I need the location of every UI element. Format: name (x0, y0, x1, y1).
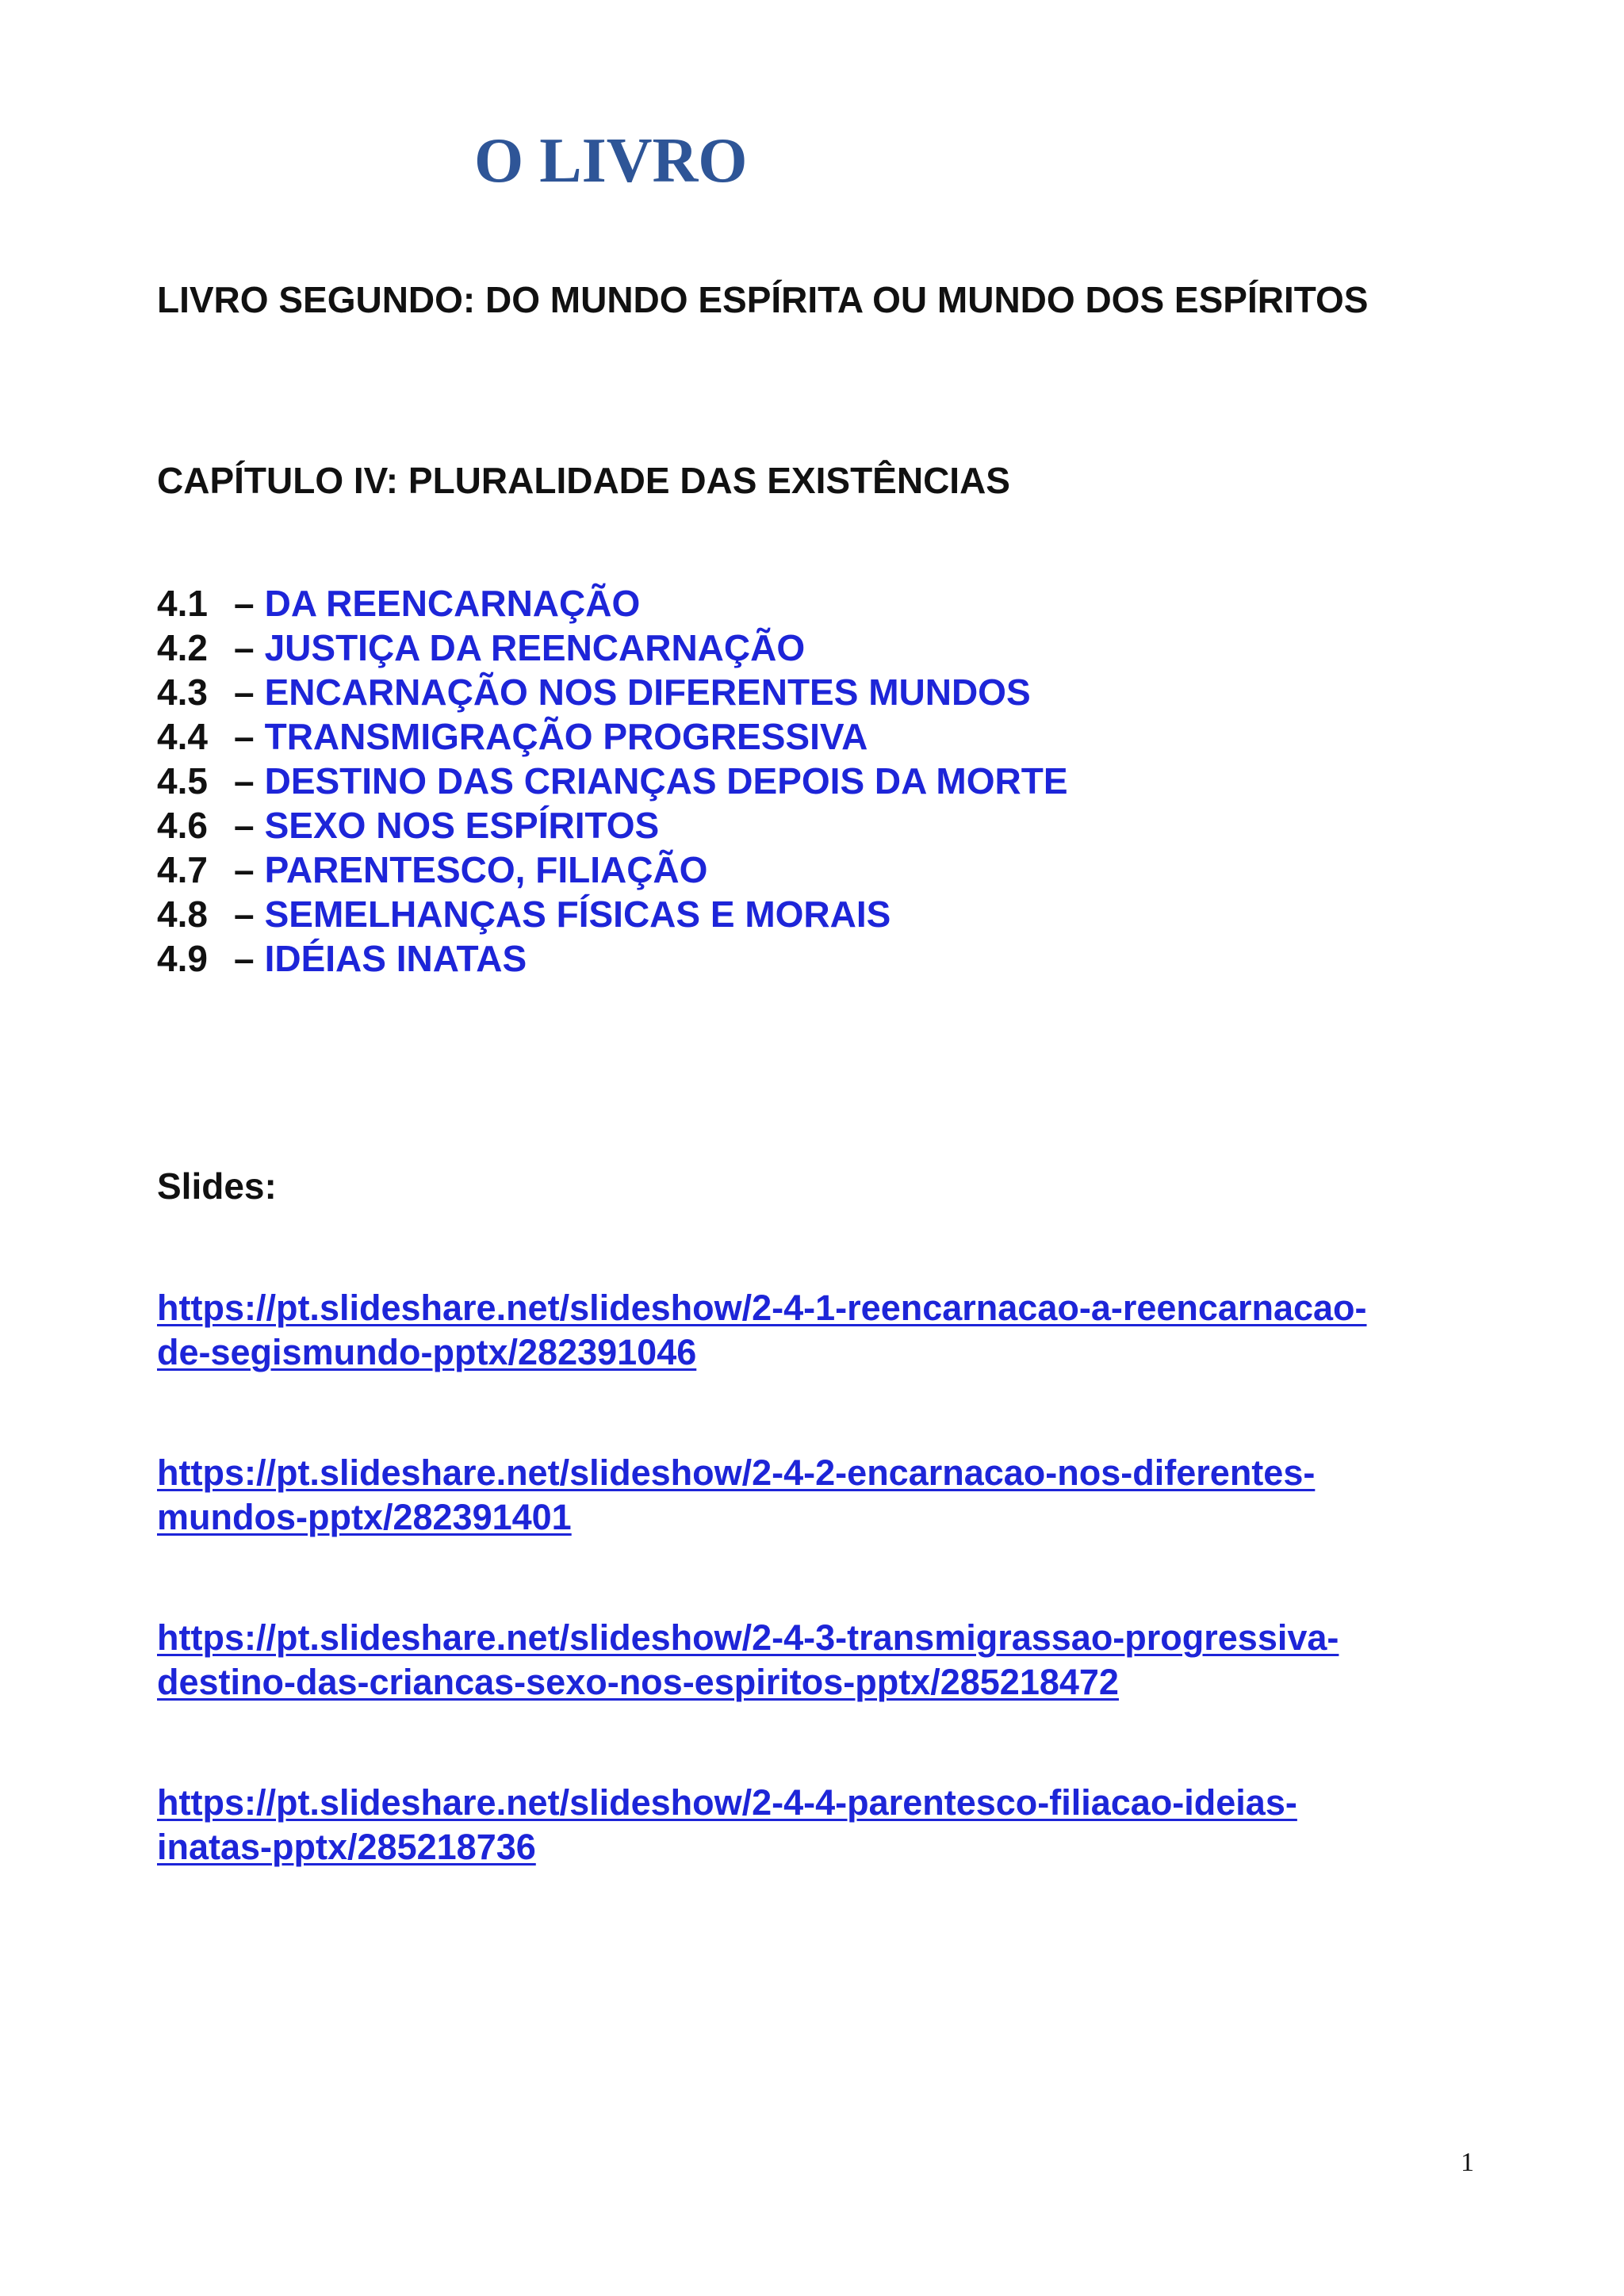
toc-dash: – (234, 583, 255, 624)
slide-link-line[interactable]: https://pt.slideshare.net/slideshow/2-4-4-parentesco-filiacao-ideias- (157, 1782, 1297, 1823)
toc-dash: – (234, 760, 255, 802)
toc-link[interactable]: SEXO NOS ESPÍRITOS (264, 805, 660, 846)
toc-item[interactable] (157, 714, 1068, 759)
slide-link-2[interactable] (157, 1451, 1315, 1540)
toc-number: 4.8 (157, 894, 208, 935)
toc-link[interactable]: SEMELHANÇAS FÍSICAS E MORAIS (264, 894, 891, 935)
toc-dash: – (234, 894, 255, 935)
toc-item[interactable] (157, 892, 1068, 936)
slide-link-line[interactable]: mundos-pptx/282391401 (157, 1497, 572, 1537)
toc-number: 4.7 (157, 849, 208, 890)
toc-link[interactable]: IDÉIAS INATAS (264, 938, 527, 979)
chapter-heading: CAPÍTULO IV: PLURALIDADE DAS EXISTÊNCIAS (157, 460, 1010, 501)
toc-link[interactable]: PARENTESCO, FILIAÇÃO (264, 849, 708, 890)
slide-link-3[interactable] (157, 1616, 1339, 1705)
toc-number: 4.9 (157, 938, 208, 979)
toc-item[interactable] (157, 759, 1068, 803)
slide-link-line[interactable]: https://pt.slideshare.net/slideshow/2-4-2-encarnacao-nos-diferentes- (157, 1452, 1316, 1493)
slide-link-line[interactable]: inatas-pptx/285218736 (157, 1827, 536, 1867)
slide-link-1[interactable] (157, 1286, 1367, 1375)
toc-dash: – (234, 627, 255, 668)
toc-item[interactable] (157, 803, 1068, 848)
slide-link-line[interactable]: destino-das-criancas-sexo-nos-espiritos-pptx/285218472 (157, 1662, 1119, 1702)
book-heading: LIVRO SEGUNDO: DO MUNDO ESPÍRITA OU MUNDO DOS ESPÍRITOS (157, 279, 1369, 320)
toc-dash: – (234, 805, 255, 846)
toc-link[interactable]: JUSTIÇA DA REENCARNAÇÃO (264, 627, 806, 668)
page-number: 1 (1461, 2148, 1474, 2177)
toc-link[interactable]: DESTINO DAS CRIANÇAS DEPOIS DA MORTE (264, 760, 1068, 802)
toc-dash: – (234, 672, 255, 713)
slide-link-line[interactable]: https://pt.slideshare.net/slideshow/2-4-3-transmigrassao-progressiva- (157, 1617, 1339, 1658)
toc-item[interactable] (157, 670, 1068, 714)
slides-label: Slides: (157, 1165, 277, 1207)
toc-link[interactable]: TRANSMIGRAÇÃO PROGRESSIVA (264, 716, 868, 757)
toc-item[interactable] (157, 581, 1068, 626)
toc-number: 4.4 (157, 716, 208, 757)
toc-dash: – (234, 716, 255, 757)
slide-link-line[interactable]: https://pt.slideshare.net/slideshow/2-4-1-reencarnacao-a-reencarnacao- (157, 1288, 1367, 1328)
table-of-contents (157, 581, 1068, 981)
toc-dash: – (234, 938, 255, 979)
toc-link[interactable]: DA REENCARNAÇÃO (264, 583, 641, 624)
toc-link[interactable]: ENCARNAÇÃO NOS DIFERENTES MUNDOS (264, 672, 1031, 713)
toc-number: 4.6 (157, 805, 208, 846)
toc-item[interactable] (157, 848, 1068, 892)
toc-item[interactable] (157, 626, 1068, 670)
toc-number: 4.3 (157, 672, 208, 713)
toc-number: 4.1 (157, 583, 208, 624)
page-title: O LIVRO (474, 126, 748, 196)
toc-dash: – (234, 849, 255, 890)
toc-item[interactable] (157, 936, 1068, 981)
toc-number: 4.5 (157, 760, 208, 802)
slide-link-line[interactable]: de-segismundo-pptx/282391046 (157, 1332, 697, 1372)
toc-number: 4.2 (157, 627, 208, 668)
slide-link-4[interactable] (157, 1781, 1297, 1869)
